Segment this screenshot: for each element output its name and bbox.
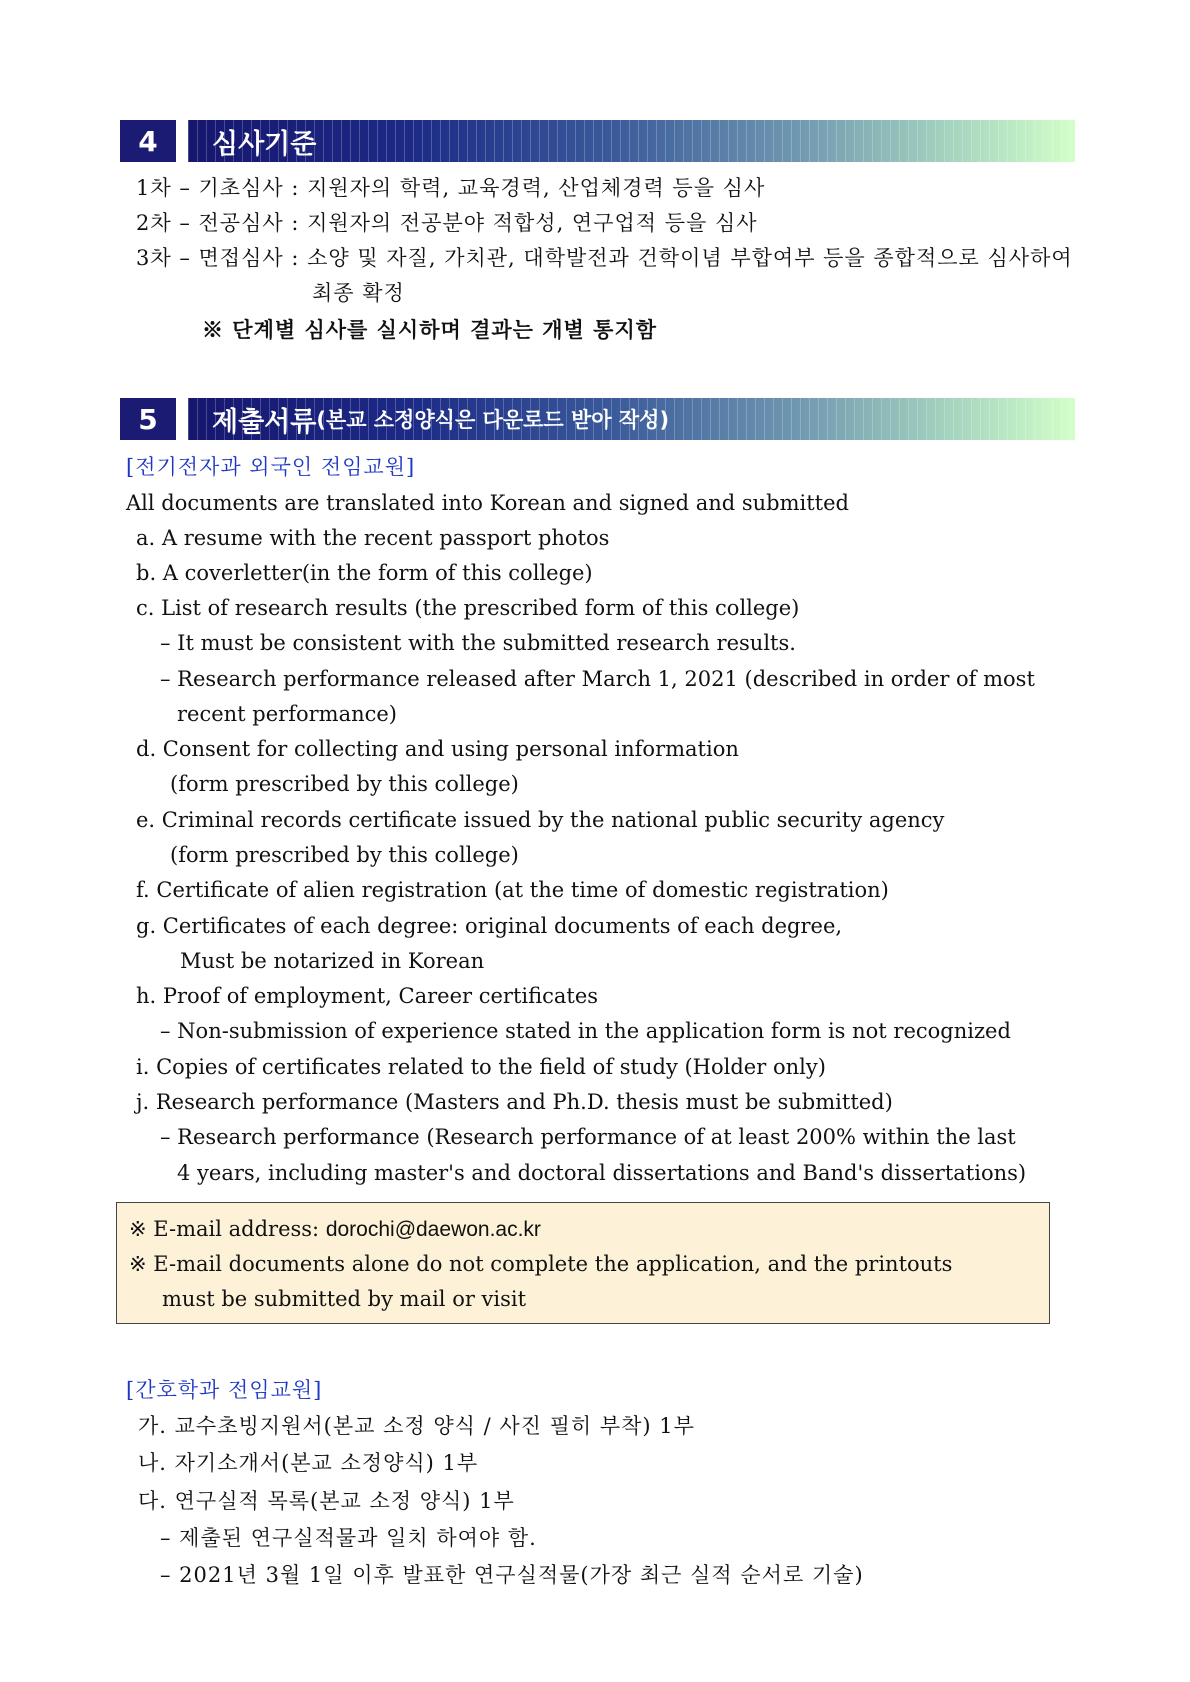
document-subitem: – Research performance released after March 1, 2021 (described in order of most [160, 667, 1035, 691]
email-line [129, 1217, 541, 1242]
document-item: f. Certificate of alien registration (at the time of domestic registration) [136, 878, 889, 902]
section-number: 4 [120, 120, 176, 162]
document-item: g. Certificates of each degree: original documents of each degree, [136, 914, 843, 938]
email-notice-box [116, 1202, 1050, 1324]
document-subitem: – Non-submission of experience stated in the application form is not recognized [160, 1019, 1011, 1043]
nursing-heading: [간호학과 전임교원] [126, 1378, 323, 1402]
nursing-item: 가. 교수초빙지원서(본교 소정 양식 / 사진 필히 부착) 1부 [138, 1414, 695, 1438]
document-subitem: – Research performance (Research performance of at least 200% within the last [160, 1125, 1016, 1149]
section-4-header [120, 120, 1075, 162]
document-subitem: recent performance) [177, 702, 397, 726]
criteria-line: 1차 – 기초심사 : 지원자의 학력, 교육경력, 산업체경력 등을 심사 [136, 176, 766, 200]
document-item: (form prescribed by this college) [170, 843, 519, 867]
criteria-line: 최종 확정 [312, 281, 405, 305]
notice-line: must be submitted by mail or visit [162, 1287, 527, 1311]
section-title: 제출서류 [212, 406, 317, 438]
criteria-note: ※ 단계별 심사를 실시하며 결과는 개별 통지함 [202, 317, 658, 342]
document-item: j. Research performance (Masters and Ph.D. thesis must be submitted) [136, 1090, 893, 1114]
document-item: c. List of research results (the prescribed form of this college) [136, 596, 800, 620]
criteria-line: 3차 – 면접심사 : 소양 및 자질, 가치관, 대학발전과 건학이념 부합여부 등을 종합적으로 심사하여 [136, 246, 1073, 270]
section-title: 심사기준 [212, 128, 317, 160]
document-subitem: – It must be consistent with the submitted research results. [160, 631, 796, 655]
document-item: Must be notarized in Korean [180, 949, 485, 973]
foreign-heading: [전기전자과 외국인 전임교원] [126, 455, 416, 479]
section-subtitle: (본교 소정양식은 다운로드 받아 작성) [316, 408, 670, 432]
nursing-item: 나. 자기소개서(본교 소정양식) 1부 [138, 1451, 479, 1475]
document-item: e. Criminal records certificate issued by the national public security agency [136, 808, 945, 832]
email-address[interactable]: dorochi@daewon.ac.kr [325, 1218, 541, 1241]
document-item: h. Proof of employment, Career certificates [136, 984, 599, 1008]
section-5-header [120, 398, 1075, 440]
document-subitem: 4 years, including master's and doctoral dissertations and Band's dissertations) [177, 1161, 1027, 1185]
document-item: b. A coverletter(in the form of this college) [136, 561, 593, 585]
nursing-item: 다. 연구실적 목록(본교 소정 양식) 1부 [138, 1489, 515, 1513]
notice-line: ※ E-mail documents alone do not complete the application, and the printouts [129, 1252, 953, 1276]
foreign-intro: All documents are translated into Korean and signed and submitted [126, 491, 849, 515]
email-label: ※ E-mail address: [129, 1217, 326, 1241]
criteria-line: 2차 – 전공심사 : 지원자의 전공분야 적합성, 연구업적 등을 심사 [136, 211, 758, 235]
document-item: a. A resume with the recent passport photos [136, 526, 610, 550]
document-item: d. Consent for collecting and using personal information [136, 737, 739, 761]
section-title-bar [188, 120, 1075, 162]
section-number: 5 [120, 398, 176, 440]
document-item: (form prescribed by this college) [170, 772, 519, 796]
nursing-subitem: – 2021년 3월 1일 이후 발표한 연구실적물(가장 최근 실적 순서로 기술) [160, 1563, 864, 1587]
document-item: i. Copies of certificates related to the field of study (Holder only) [136, 1055, 826, 1079]
section-title-bar [188, 398, 1075, 440]
nursing-subitem: – 제출된 연구실적물과 일치 하여야 함. [160, 1526, 537, 1550]
